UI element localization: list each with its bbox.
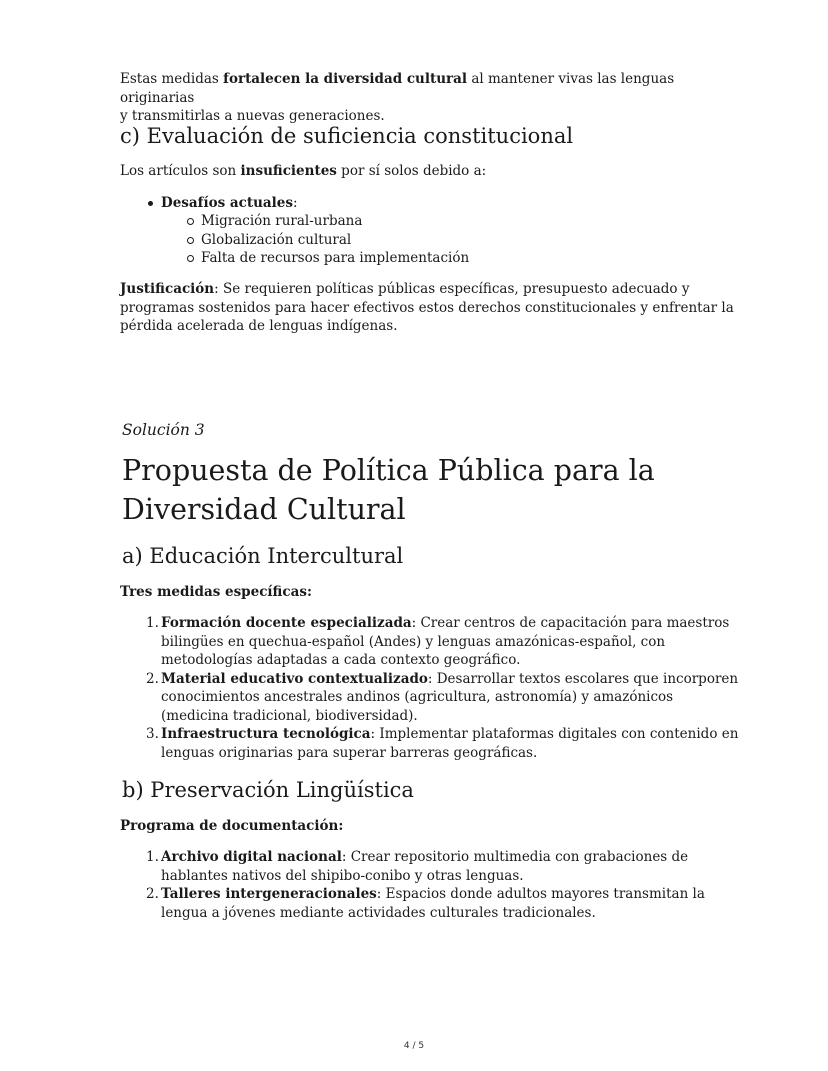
solution-title <box>122 451 655 529</box>
challenges-label: Desafíos actuales <box>161 195 293 211</box>
item-number: 3. <box>146 726 159 742</box>
bullet-disc-icon <box>148 201 153 206</box>
intro-text-line2: y transmitirlas a nuevas generaciones. <box>120 108 385 124</box>
section-c-lead-bold: insuficientes <box>240 163 337 179</box>
list-item <box>161 194 298 213</box>
bullet-circle-icon <box>187 237 194 244</box>
section-a-subheading: Tres medidas específicas: <box>120 584 312 600</box>
item-number: 1. <box>146 615 159 631</box>
list-item <box>201 249 469 268</box>
item-text: conocimientos ancestrales andinos (agricultura, astronomía) y amazónicos <box>161 689 674 705</box>
item-title: Talleres intergeneracionales <box>161 886 377 902</box>
bullet-circle-icon <box>187 255 194 262</box>
justification-line: programas sostenidos para hacer efectivos estos derechos constitucionales y enfrentar la <box>120 299 734 316</box>
item-text: : Crear centros de capacitación para maestros <box>411 615 730 631</box>
justification-label: Justificación <box>120 281 215 297</box>
challenges-list <box>161 194 298 213</box>
item-number: 1. <box>146 849 159 865</box>
item-text: : Espacios donde adultos mayores transmitan la <box>376 886 705 902</box>
sub-item-text: Falta de recursos para implementación <box>201 250 470 266</box>
item-text: : Crear repositorio multimedia con grabaciones de <box>341 849 689 865</box>
sub-item-text: Migración rural-urbana <box>201 213 363 229</box>
justification-line: : Se requieren políticas públicas específicas, presupuesto adecuado y <box>214 281 690 297</box>
education-measures-list <box>146 614 739 762</box>
item-text: lengua a jóvenes mediante actividades culturales tradicionales. <box>161 904 596 921</box>
list-item <box>201 231 469 250</box>
justification-paragraph <box>120 280 734 336</box>
intro-paragraph <box>120 70 710 126</box>
section-c-lead-pre: Los artículos son <box>120 163 241 179</box>
item-title: Material educativo contextualizado <box>161 670 428 687</box>
section-c-lead <box>120 162 486 181</box>
sub-item-text: Globalización cultural <box>201 231 352 248</box>
item-text: metodologías adaptadas a cada contexto geográfico. <box>161 652 521 668</box>
list-item <box>146 725 739 762</box>
list-item <box>146 885 705 922</box>
item-text: : Desarrollar textos escolares que incorporen <box>427 670 739 687</box>
intro-text-bold: fortalecen la diversidad cultural <box>223 71 468 87</box>
section-c-heading: c) Evaluación de suficiencia constitucional <box>120 124 574 148</box>
page-number: 4 / 5 <box>403 1041 425 1051</box>
item-text: hablantes nativos del shipibo-conibo y otras lenguas. <box>161 867 524 884</box>
section-c-lead-post: por sí solos debido a: <box>336 163 487 179</box>
list-item <box>146 614 738 670</box>
item-number: 2. <box>146 886 159 902</box>
item-text: (medicina tradicional, biodiversidad). <box>161 707 418 724</box>
item-title: Infraestructura tecnológica <box>161 726 371 742</box>
solution-title-line: Propuesta de Política Pública para la <box>122 454 655 487</box>
challenges-sublist <box>201 212 469 268</box>
list-item <box>201 212 469 231</box>
documentation-program-list <box>146 848 705 922</box>
item-number: 2. <box>146 670 159 687</box>
section-b-heading: b) Preservación Lingüística <box>122 778 414 802</box>
justification-line: pérdida acelerada de lenguas indígenas. <box>120 318 398 334</box>
challenges-colon: : <box>292 195 298 211</box>
item-title: Formación docente especializada <box>161 615 412 631</box>
section-a-heading: a) Educación Intercultural <box>122 544 404 568</box>
bullet-circle-icon <box>187 218 194 225</box>
item-text: bilingües en quechua-español (Andes) y lenguas amazónicas-español, con <box>161 633 666 650</box>
intro-text-post: al mantener vivas las lenguas originarias <box>120 71 675 106</box>
section-b-subheading: Programa de documentación: <box>120 818 344 834</box>
item-text: : Implementar plataformas digitales con contenido en <box>370 726 739 742</box>
item-title: Archivo digital nacional <box>161 849 342 865</box>
solution-title-line: Diversidad Cultural <box>122 493 406 526</box>
solution-label: Solución 3 <box>122 421 205 439</box>
intro-text-pre: Estas medidas <box>120 71 224 87</box>
item-text: lenguas originarias para superar barreras geográficas. <box>161 744 538 761</box>
list-item <box>146 848 705 885</box>
list-item <box>146 670 739 726</box>
